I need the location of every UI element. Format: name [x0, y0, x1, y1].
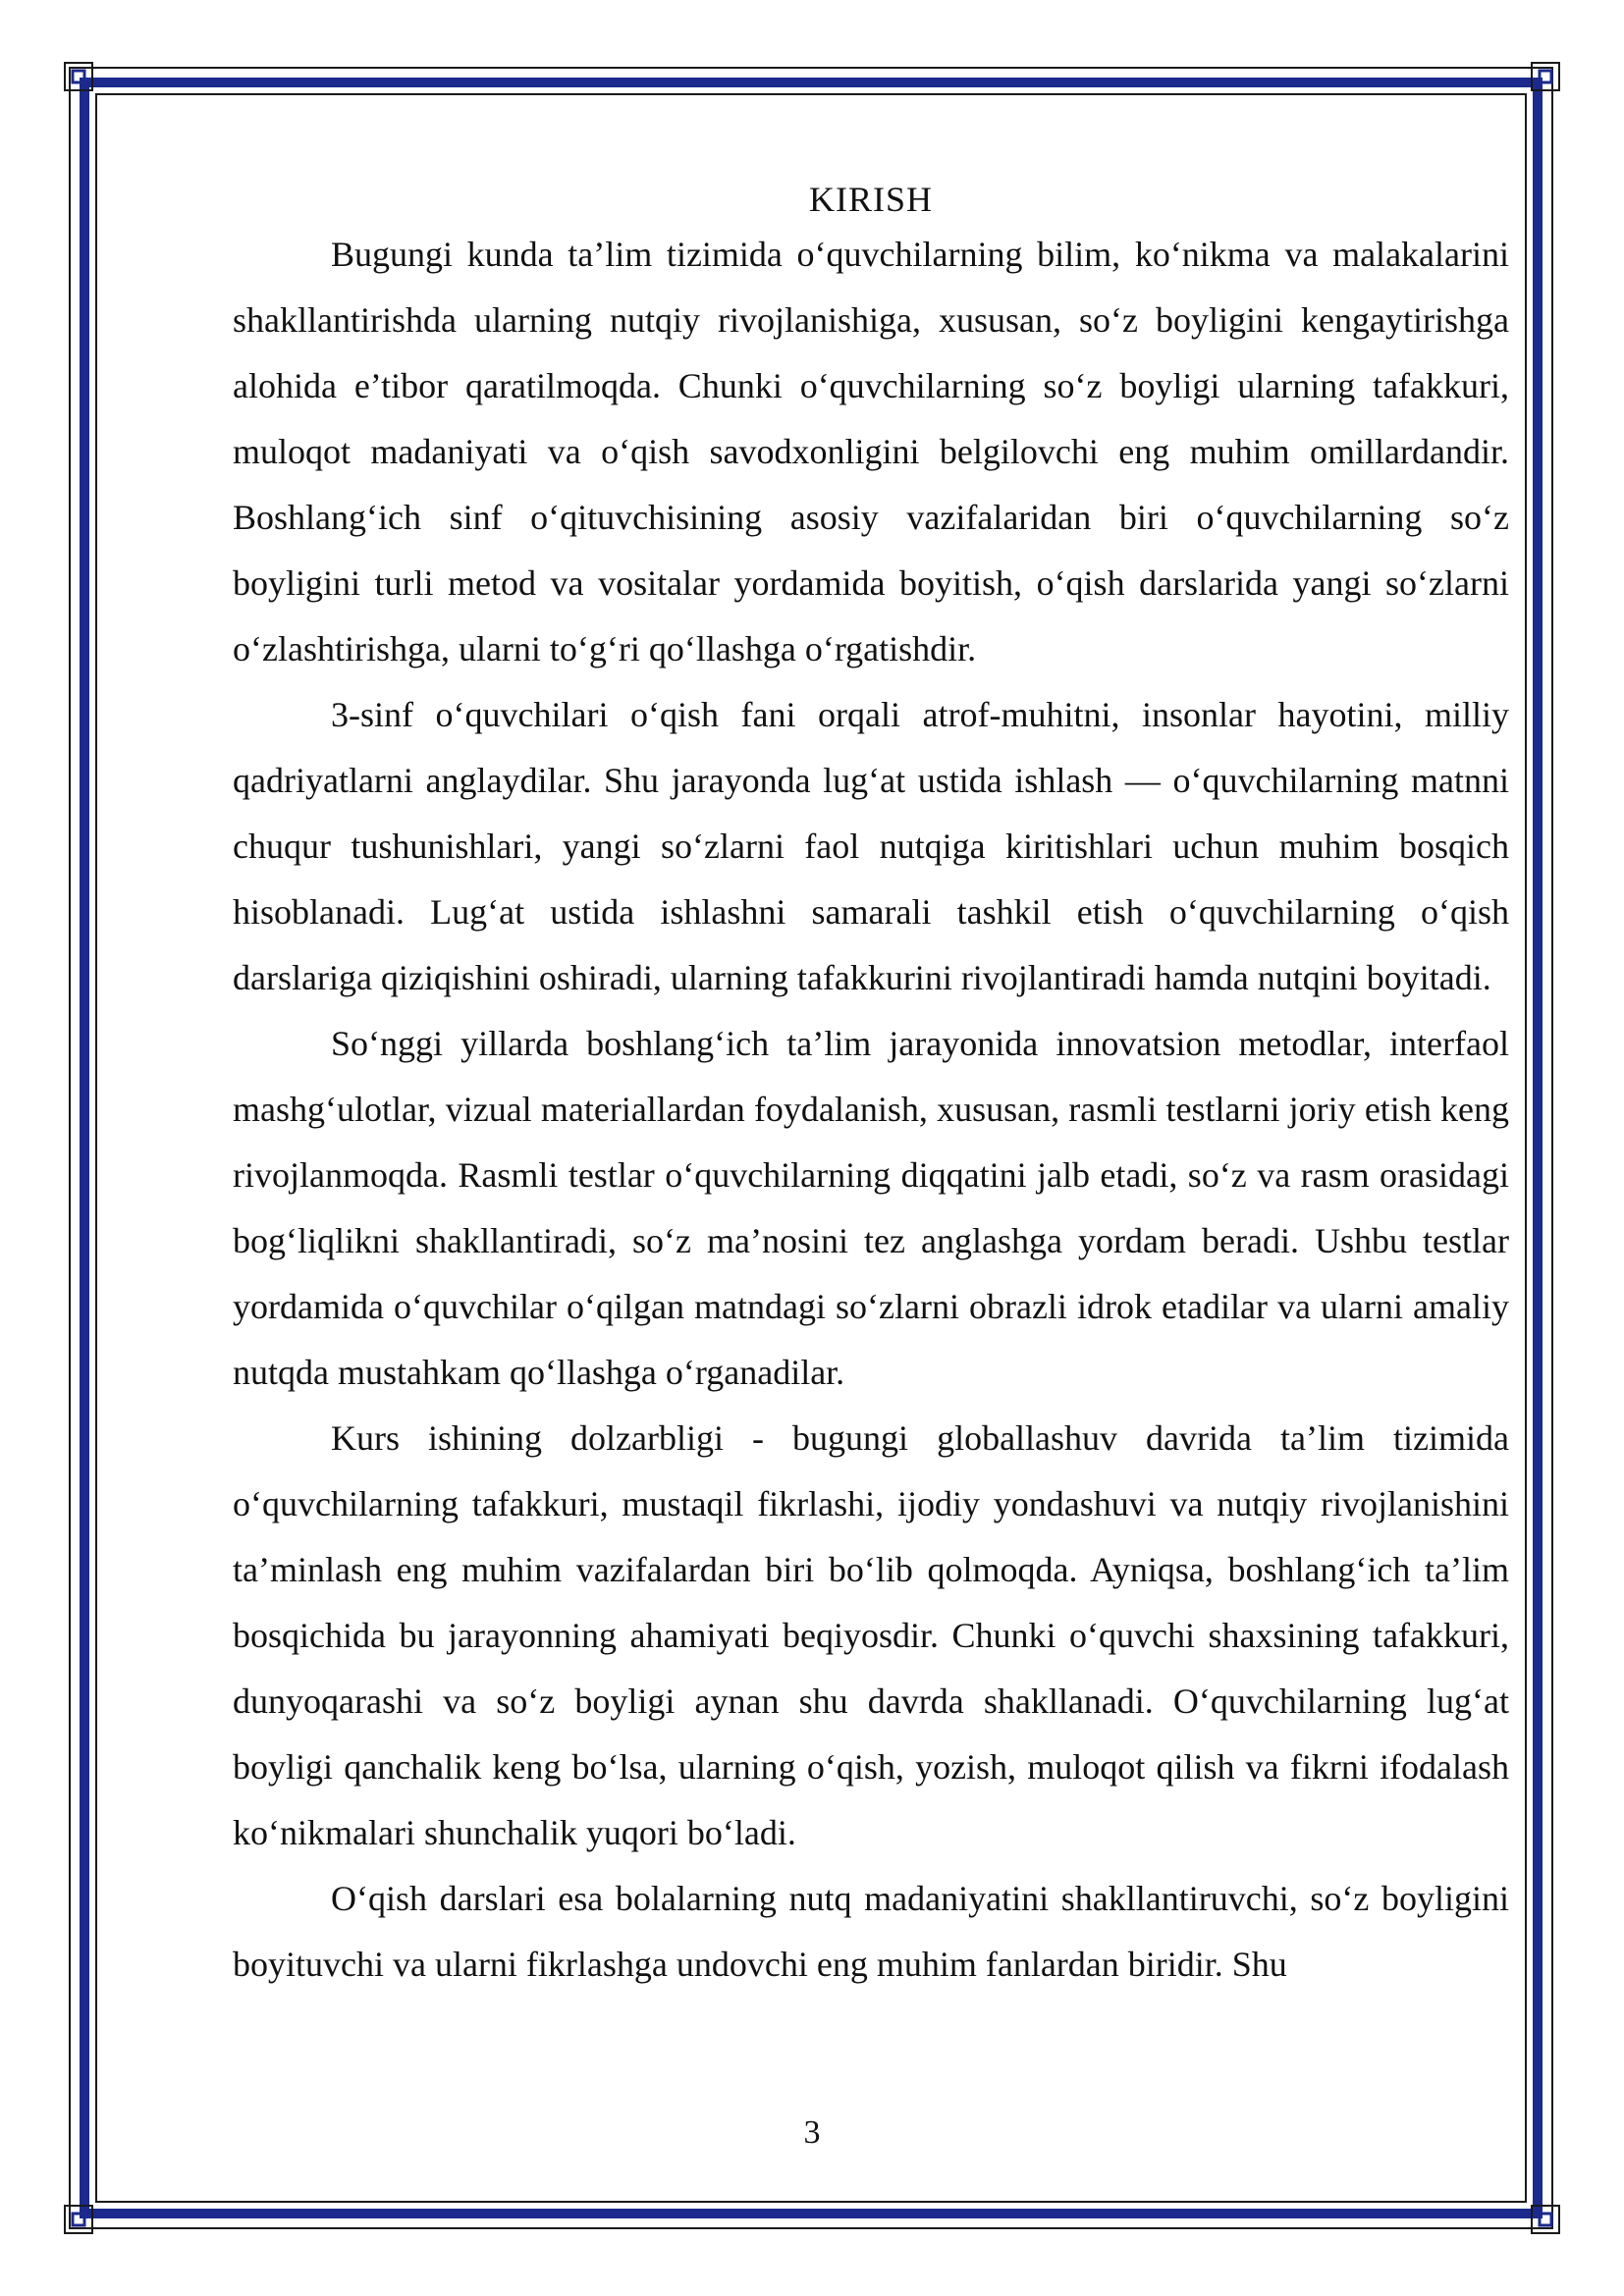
paragraph-2: 3-sinf o‘quvchilari o‘qish fani orqali atrof-muhitni, insonlar hayotini, milliy qadriyatlarni anglaydilar. Shu jarayonda lug‘at ustida ishlash — o‘quvchilarning matnni chuqur tushunishlari, yangi so‘zlarni faol nutqiga kiritishlari uchun muhim bosqich hisoblanadi. Lug‘at ustida ishlashni samarali tashkil etish o‘quvchilarning o‘qish darslariga qiziqishini oshiradi, ularning tafakkurini rivojlantiradi hamda nutqini boyitadi. — [233, 695, 1509, 997]
document-body — [233, 177, 1509, 1998]
paragraph-5: O‘qish darslari esa bolalarning nutq madaniyatini shakllantiruvchi, so‘z boyligini boyituvchi va ularni fikrlashga undovchi eng muhim fanlardan biridir. Shu — [233, 1879, 1509, 1984]
corner-ornament-bottom-right — [1528, 2202, 1563, 2237]
section-heading: KIRISH — [808, 180, 933, 219]
page-number: 3 — [803, 2114, 821, 2151]
corner-ornament-bottom-left — [61, 2202, 96, 2237]
paragraph-3: So‘nggi yillarda boshlang‘ich ta’lim jarayonida innovatsion metodlar, interfaol mashg‘ulotlar, vizual materiallardan foydalanish, xususan, rasmli testlarni joriy etish keng rivojlanmoqda. Rasmli testlar o‘quvchilarning diqqatini jalb etadi, so‘z va rasm orasidagi bog‘liqlikni shakllantiradi, so‘z ma’nosini tez anglashga yordam beradi. Ushbu testlar yordamida o‘quvchilar o‘qilgan matndagi so‘zlarni obrazli idrok etadilar va ularni amaliy nutqda mustahkam qo‘llashga o‘rganadilar. — [233, 1024, 1509, 1392]
paragraph-1: Bugungi kunda ta’lim tizimida o‘quvchilarning bilim, ko‘nikma va malakalarini shakllantirishda ularning nutqiy rivojlanishiga, xususan, so‘z boyligini kengaytirishga alohida e’tibor qaratilmoqda. Chunki o‘quvchilarning so‘z boyligi ularning tafakkuri, muloqot madaniyati va o‘qish savodxonligini belgilovchi eng muhim omillardandir. Boshlang‘ich sinf o‘qituvchisining asosiy vazifalaridan biri o‘quvchilarning so‘z boyligini turli metod va vositalar yordamida boyitish, o‘qish darslarida yangi so‘zlarni o‘zlashtirishga, ularni to‘g‘ri qo‘llashga o‘rgatishdir. — [233, 235, 1509, 668]
corner-ornament-top-left — [61, 59, 96, 94]
corner-ornament-top-right — [1528, 59, 1563, 94]
paragraph-4: Kurs ishining dolzarbligi - bugungi globallashuv davrida ta’lim tizimida o‘quvchilarning tafakkuri, mustaqil fikrlashi, ijodiy yondashuvi va nutqiy rivojlanishini ta’minlash eng muhim vazifalardan biri bo‘lib qolmoqda. Ayniqsa, boshlang‘ich ta’lim bosqichida bu jarayonning ahamiyati beqiyosdir. Chunki o‘quvchi shaxsining tafakkuri, dunyoqarashi va so‘z boyligi aynan shu davrda shakllanadi. O‘quvchilarning lug‘at boyligi qanchalik keng bo‘lsa, ularning o‘qish, yozish, muloqot qilish va fikrni ifodalash ko‘nikmalari shunchalik yuqori bo‘ladi. — [233, 1418, 1509, 1852]
